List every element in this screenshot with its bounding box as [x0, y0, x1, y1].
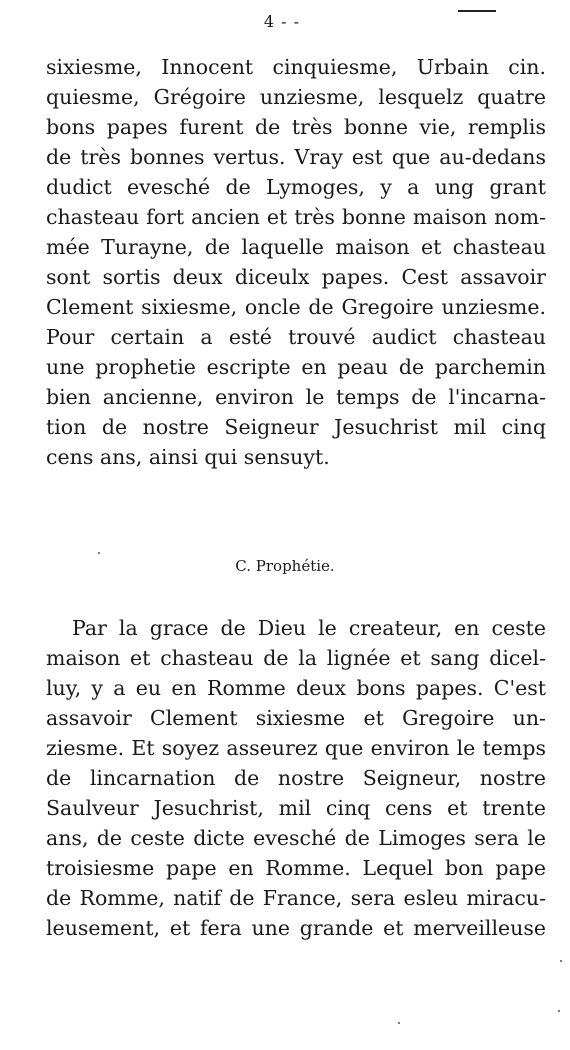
text-line: de très bonnes vertus. Vray est que au-dedans: [46, 145, 546, 169]
text-line: bons papes furent de très bonne vie, remplis: [46, 115, 546, 139]
text-line-last: cens ans, ainsi qui sensuyt.: [46, 445, 330, 469]
text-line: Pour certain a esté trouvé audict chasteau: [46, 325, 546, 349]
print-speck: [560, 960, 562, 962]
section-heading: C. Prophétie.: [235, 557, 335, 575]
text-line: sixiesme, Innocent cinquiesme, Urbain cin.: [46, 55, 546, 79]
text-line: chasteau fort ancien et très bonne maison nom-: [46, 205, 546, 229]
text-line: troisiesme pape en Romme. Lequel bon pape: [46, 856, 546, 880]
paragraph-1: [46, 52, 546, 472]
print-speck: [398, 1022, 400, 1024]
text-line: assavoir Clement sixiesme et Gregoire un-: [46, 706, 546, 730]
text-line: mée Turayne, de laquelle maison et chasteau: [46, 235, 546, 259]
text-line: Saulveur Jesuchrist, mil cinq cens et trente: [46, 796, 546, 820]
text-line: ans, de ceste dicte evesché de Limoges sera le: [46, 826, 546, 850]
text-line: de lincarnation de nostre Seigneur, nostre: [46, 766, 546, 790]
text-line: Clement sixiesme, oncle de Gregoire unziesme.: [46, 295, 546, 319]
text-line: tion de nostre Seigneur Jesuchrist mil cinq: [46, 415, 546, 439]
text-line-indented: Par la grace de Dieu le createur, en ceste: [72, 616, 546, 640]
text-line: une prophetie escripte en peau de parchemin: [46, 355, 546, 379]
print-speck: [558, 1010, 560, 1012]
text-line: leusement, et fera une grande et merveilleuse: [46, 916, 546, 940]
print-speck: [98, 552, 100, 554]
text-line: ziesme. Et soyez asseurez que environ le temps: [46, 736, 546, 760]
top-rule-mark: [458, 10, 496, 12]
text-line: bien ancienne, environ le temps de l'incarna-: [46, 385, 546, 409]
page-number: 4 - -: [263, 12, 301, 31]
text-line: quiesme, Grégoire unziesme, lesquelz quatre: [46, 85, 546, 109]
text-line: de Romme, natif de France, sera esleu miracu-: [46, 886, 546, 910]
text-line: sont sortis deux diceulx papes. Cest assavoir: [46, 265, 546, 289]
text-line: dudict evesché de Lymoges, y a ung grant: [46, 175, 546, 199]
paragraph-2: [46, 613, 546, 943]
text-line: maison et chasteau de la lignée et sang dicel-: [46, 646, 546, 670]
text-line: luy, y a eu en Romme deux bons papes. C'est: [46, 676, 546, 700]
